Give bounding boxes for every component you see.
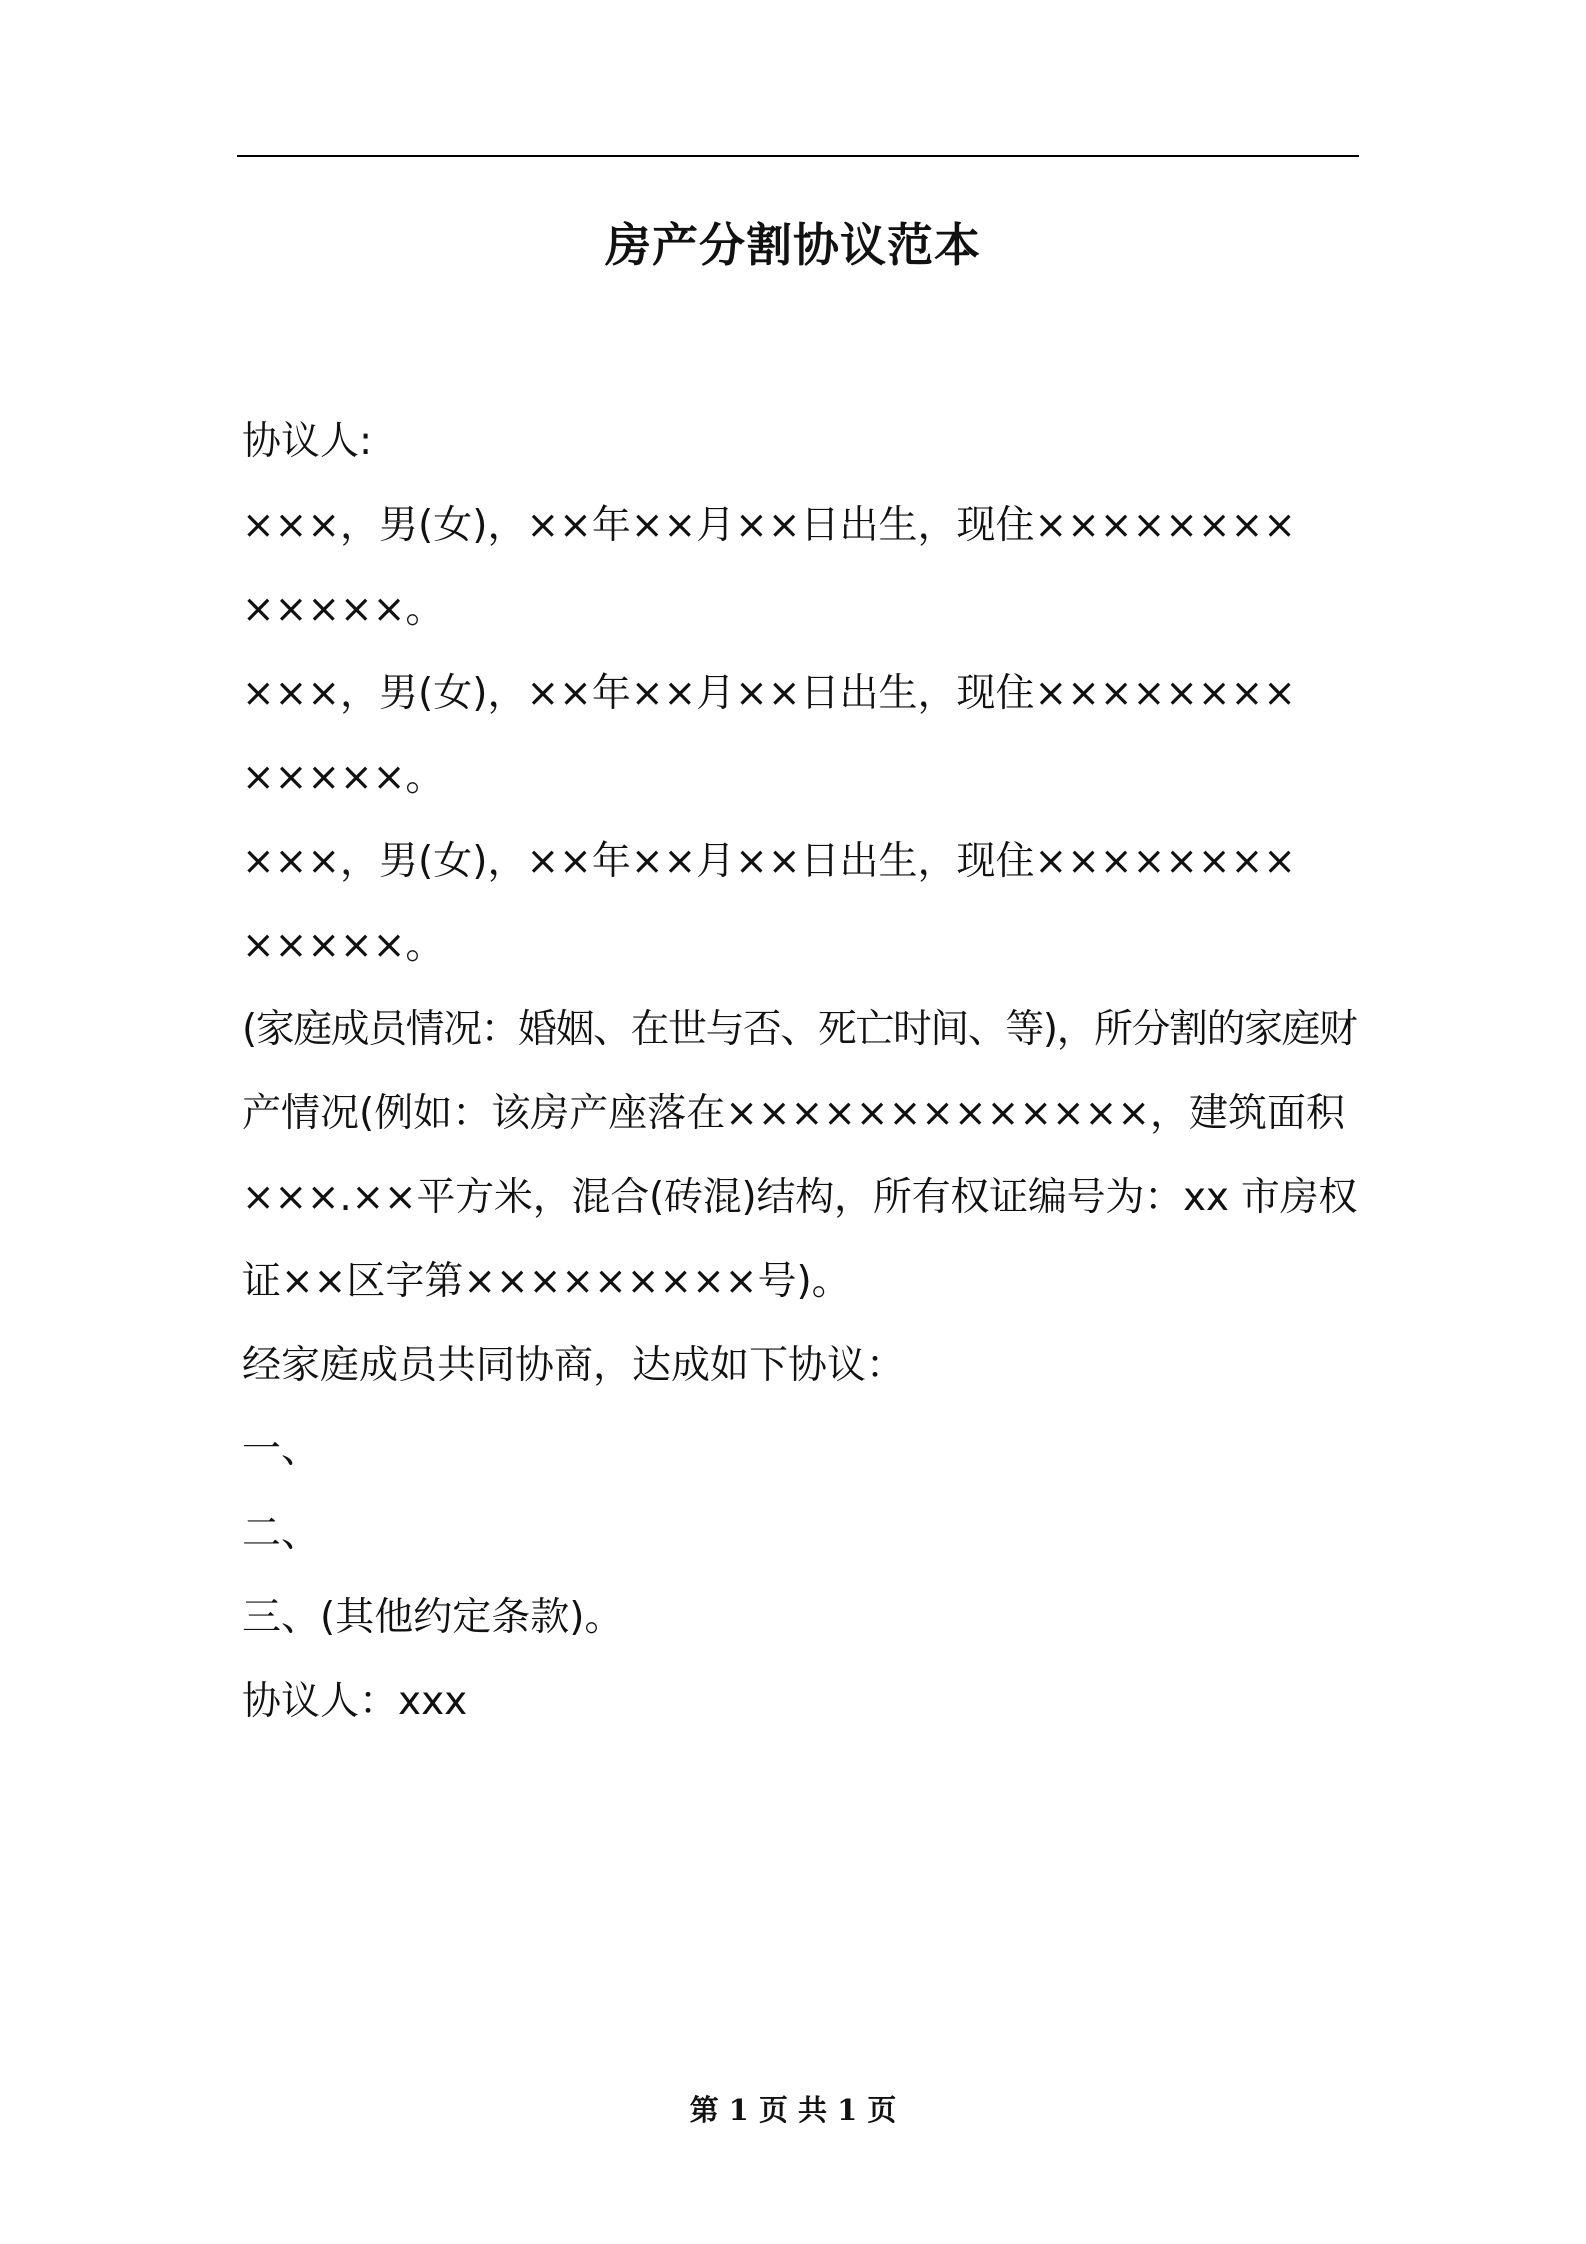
- property-paragraph-line-1: (家庭成员情况：婚姻、在世与否、死亡时间、等)，所分割的家庭财: [242, 1007, 1357, 1052]
- parties-heading: 协议人:: [242, 419, 373, 464]
- agreement-intro: 经家庭成员共同协商，达成如下协议：: [242, 1343, 906, 1388]
- party-2-line-1: ×××，男(女)，××年××月××日出生，现住××××××××: [242, 671, 1296, 716]
- party-1-line-1: ×××，男(女)，××年××月××日出生，现住××××××××: [242, 503, 1296, 548]
- property-paragraph-line-2: 产情况(例如：该房产座落在×××××××××××××，建筑面积: [242, 1091, 1346, 1136]
- signature-line: 协议人：xxx: [242, 1679, 468, 1724]
- document-body: [242, 400, 1357, 1744]
- page-footer: 第 1 页 共 1 页: [689, 2093, 897, 2127]
- party-3-line-1: ×××，男(女)，××年××月××日出生，现住××××××××: [242, 839, 1296, 884]
- header-rule: [237, 155, 1359, 157]
- clause-3: 三、(其他约定条款)。: [242, 1595, 624, 1640]
- party-3-line-2: ×××××。: [242, 923, 445, 968]
- party-2-line-2: ×××××。: [242, 755, 445, 800]
- clause-2: 二、: [242, 1511, 321, 1556]
- property-paragraph-line-3: ×××.××平方米，混合(砖混)结构，所有权证编号为：xx 市房权: [242, 1175, 1358, 1220]
- property-paragraph-line-4: 证××区字第×××××××××号)。: [242, 1259, 851, 1304]
- clause-1: 一、: [242, 1427, 321, 1472]
- party-1-line-2: ×××××。: [242, 587, 445, 632]
- document-title: 房产分割协议范本: [605, 218, 981, 272]
